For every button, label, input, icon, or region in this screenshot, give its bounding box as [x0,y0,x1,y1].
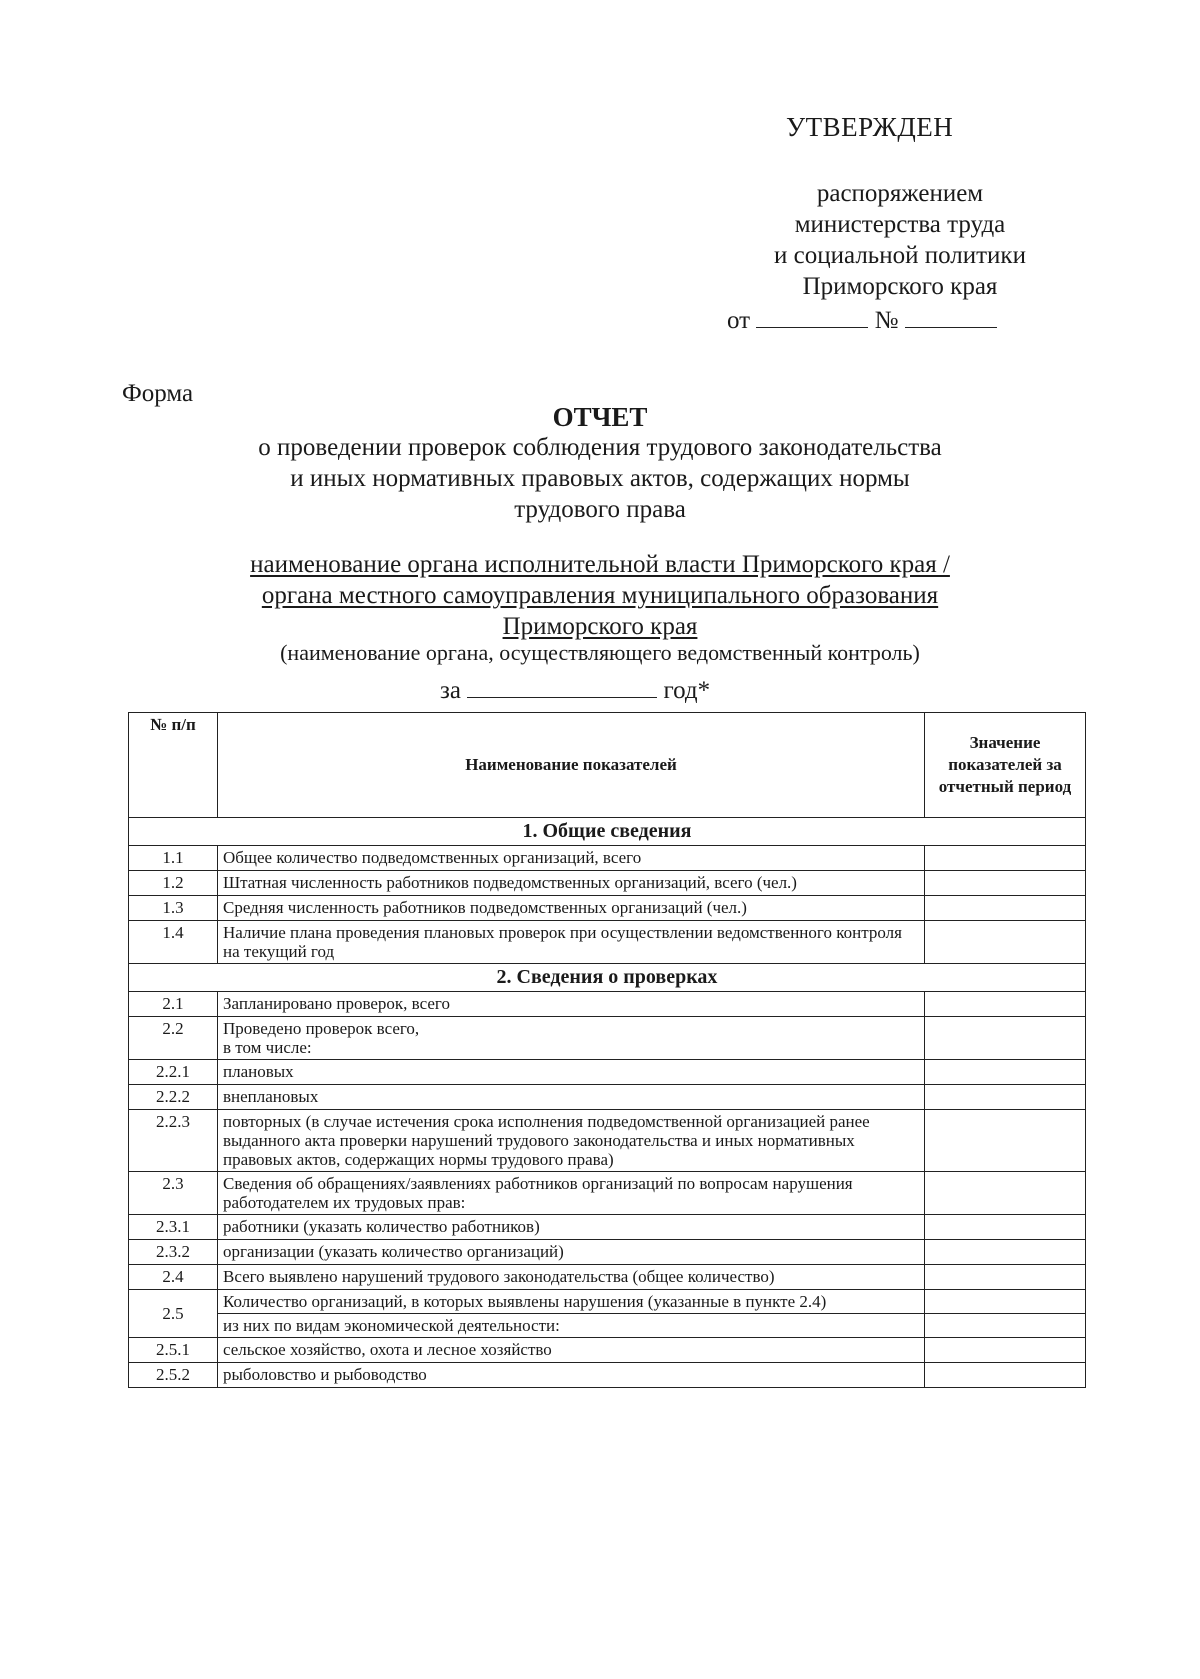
row-name: повторных (в случае истечения срока исполнения подведомственной организацией ранее выданного акта проверки нарушений трудового законодательства и иных нормативных правовых актов, содержащих нормы трудового права) [218,1110,925,1172]
row-name: внеплановых [218,1085,925,1110]
row-value [925,921,1086,964]
table-row [129,846,1086,871]
form-label: Форма [122,380,194,407]
decree-line: Приморского края [802,273,998,300]
table-row [129,1017,1086,1060]
section-row [129,818,1086,846]
row-number: 2.5 [129,1290,218,1338]
row-value [925,871,1086,896]
table-row [129,1215,1086,1240]
table-row [129,896,1086,921]
header-name: Наименование показателей [218,713,925,818]
row-value [925,992,1086,1017]
organ-note: (наименование органа, осуществляющего ведомственный контроль) [280,640,920,665]
row-name: сельское хозяйство, охота и лесное хозяйство [218,1338,925,1363]
row-number: 1.2 [129,871,218,896]
report-table [128,712,1086,1388]
row-value [925,1290,1086,1314]
year-blank [467,677,657,698]
date-blank [756,307,868,328]
row-name: работники (указать количество работников) [218,1215,925,1240]
row-number: 2.2.3 [129,1110,218,1172]
row-value [925,1338,1086,1363]
row-value [925,846,1086,871]
number-blank [905,307,997,328]
table-row [129,992,1086,1017]
row-name: Проведено проверок всего, в том числе: [218,1017,925,1060]
row-name: плановых [218,1060,925,1085]
row-value [925,1265,1086,1290]
row-name: организации (указать количество организаций) [218,1240,925,1265]
row-number: 2.3.2 [129,1240,218,1265]
subtitle-line: трудового права [514,496,686,523]
number-prefix: № [874,307,899,334]
row-value [925,1240,1086,1265]
row-value [925,1363,1086,1388]
report-title: ОТЧЕТ [552,402,648,432]
row-number: 1.1 [129,846,218,871]
row-number: 2.4 [129,1265,218,1290]
decree-line: распоряжением [816,180,984,207]
date-prefix: от [727,307,751,334]
row-value [925,1314,1086,1338]
organ-line: наименование органа исполнительной власти Приморского края / [250,551,950,578]
row-value [925,1085,1086,1110]
row-number: 2.3.1 [129,1215,218,1240]
section-title: 1. Общие сведения [129,818,1086,846]
table-header-row [129,713,1086,818]
section-row [129,964,1086,992]
row-name: Общее количество подведомственных организаций, всего [218,846,925,871]
row-name: из них по видам экономической деятельности: [218,1314,925,1338]
section-title: 2. Сведения о проверках [129,964,1086,992]
table-row [129,1314,1086,1338]
table-row [129,921,1086,964]
table-row [129,1265,1086,1290]
table-row [129,1060,1086,1085]
row-value [925,1017,1086,1060]
row-value [925,896,1086,921]
row-name: Количество организаций, в которых выявлены нарушения (указанные в пункте 2.4) [218,1290,925,1314]
subtitle-line: и иных нормативных правовых актов, содержащих нормы [290,465,910,492]
approved-stamp: УТВЕРЖДЕН [786,112,954,142]
decree-line: и социальной политики [774,242,1026,269]
table-row [129,1110,1086,1172]
report-subtitle [190,432,1010,525]
table-row [129,871,1086,896]
row-number: 2.1 [129,992,218,1017]
subtitle-line: о проведении проверок соблюдения трудового законодательства [258,434,942,461]
header-value: Значение показателей за отчетный период [925,713,1086,818]
row-number: 2.2.2 [129,1085,218,1110]
year-line [440,677,710,705]
header-num: № п/п [129,713,218,818]
row-name: Средняя численность работников подведомственных организаций (чел.) [218,896,925,921]
row-value [925,1215,1086,1240]
organ-name [180,549,1020,642]
row-number: 2.3 [129,1172,218,1215]
row-number: 2.2 [129,1017,218,1060]
row-number: 2.5.2 [129,1363,218,1388]
row-name: Сведения об обращениях/заявлениях работников организаций по вопросам нарушения работодателем их трудовых прав: [218,1172,925,1215]
table-body [129,818,1086,1388]
row-value [925,1172,1086,1215]
row-number: 1.4 [129,921,218,964]
row-number: 2.5.1 [129,1338,218,1363]
row-name: Запланировано проверок, всего [218,992,925,1017]
organ-line: Приморского края [502,613,698,640]
table-row [129,1172,1086,1215]
row-number: 1.3 [129,896,218,921]
row-value [925,1060,1086,1085]
decree-line: министерства труда [794,211,1006,238]
row-name: рыболовство и рыбоводство [218,1363,925,1388]
row-value [925,1110,1086,1172]
row-number: 2.2.1 [129,1060,218,1085]
row-name: Наличие плана проведения плановых проверок при осуществлении ведомственного контроля на текущий год [218,921,925,964]
table-row [129,1085,1086,1110]
year-suffix: год* [663,677,711,704]
decree-block [700,178,1100,302]
table-row [129,1290,1086,1314]
decree-date-number [727,307,997,335]
year-prefix: за [440,677,461,704]
table-row [129,1363,1086,1388]
row-name: Штатная численность работников подведомственных организаций, всего (чел.) [218,871,925,896]
organ-line: органа местного самоуправления муниципального образования [261,582,939,609]
table-row [129,1338,1086,1363]
table-row [129,1240,1086,1265]
row-name: Всего выявлено нарушений трудового законодательства (общее количество) [218,1265,925,1290]
